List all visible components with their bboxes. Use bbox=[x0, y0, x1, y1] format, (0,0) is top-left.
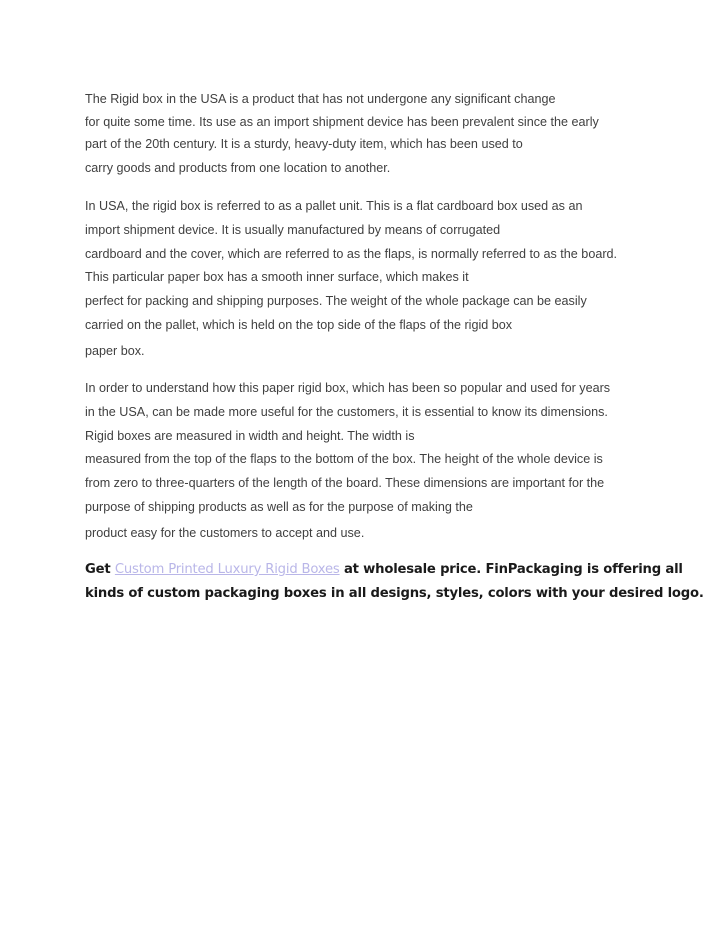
paragraph-line: Rigid boxes are measured in width and height. The width is bbox=[85, 429, 415, 443]
paragraph-line: product easy for the customers to accept and use. bbox=[85, 526, 365, 540]
paragraph-line: from zero to three-quarters of the length of the board. These dimensions are important for the bbox=[85, 476, 605, 490]
cta-prefix: Get bbox=[85, 562, 115, 577]
paragraph-line: In order to understand how this paper rigid box, which has been so popular and used for years bbox=[85, 381, 611, 395]
cta-line-1 bbox=[85, 562, 683, 577]
paragraph-line: for quite some time. Its use as an import shipment device has been prevalent since the early bbox=[85, 115, 599, 129]
paragraph-line: carried on the pallet, which is held on the top side of the flaps of the rigid box bbox=[85, 318, 513, 332]
paragraph-line: carry goods and products from one location to another. bbox=[85, 161, 391, 175]
paragraph-line: part of the 20th century. It is a sturdy, heavy-duty item, which has been used to bbox=[85, 137, 523, 151]
paragraph-line: measured from the top of the flaps to the bottom of the box. The height of the whole device is bbox=[85, 452, 603, 466]
paragraph-line: perfect for packing and shipping purposes. The weight of the whole package can be easily bbox=[85, 294, 587, 308]
paragraph-line: This particular paper box has a smooth inner surface, which makes it bbox=[85, 270, 469, 284]
paragraph-line: In USA, the rigid box is referred to as a pallet unit. This is a flat cardboard box used as an bbox=[85, 199, 583, 213]
paragraph-line: The Rigid box in the USA is a product that has not undergone any significant change bbox=[85, 92, 556, 106]
cta-line-2: kinds of custom packaging boxes in all designs, styles, colors with your desired logo. bbox=[85, 586, 704, 601]
paragraph-line: cardboard and the cover, which are referred to as the flaps, is normally referred to as the board. bbox=[85, 247, 618, 261]
paragraph-line: in the USA, can be made more useful for the customers, it is essential to know its dimensions. bbox=[85, 405, 608, 419]
paragraph-line: import shipment device. It is usually manufactured by means of corrugated bbox=[85, 223, 501, 237]
paragraph-line: purpose of shipping products as well as for the purpose of making the bbox=[85, 500, 473, 514]
custom-rigid-boxes-link[interactable]: Custom Printed Luxury Rigid Boxes bbox=[114, 562, 340, 577]
cta-suffix: at wholesale price. FinPackaging is offering all bbox=[339, 562, 683, 577]
paragraph-line: paper box. bbox=[85, 344, 145, 358]
